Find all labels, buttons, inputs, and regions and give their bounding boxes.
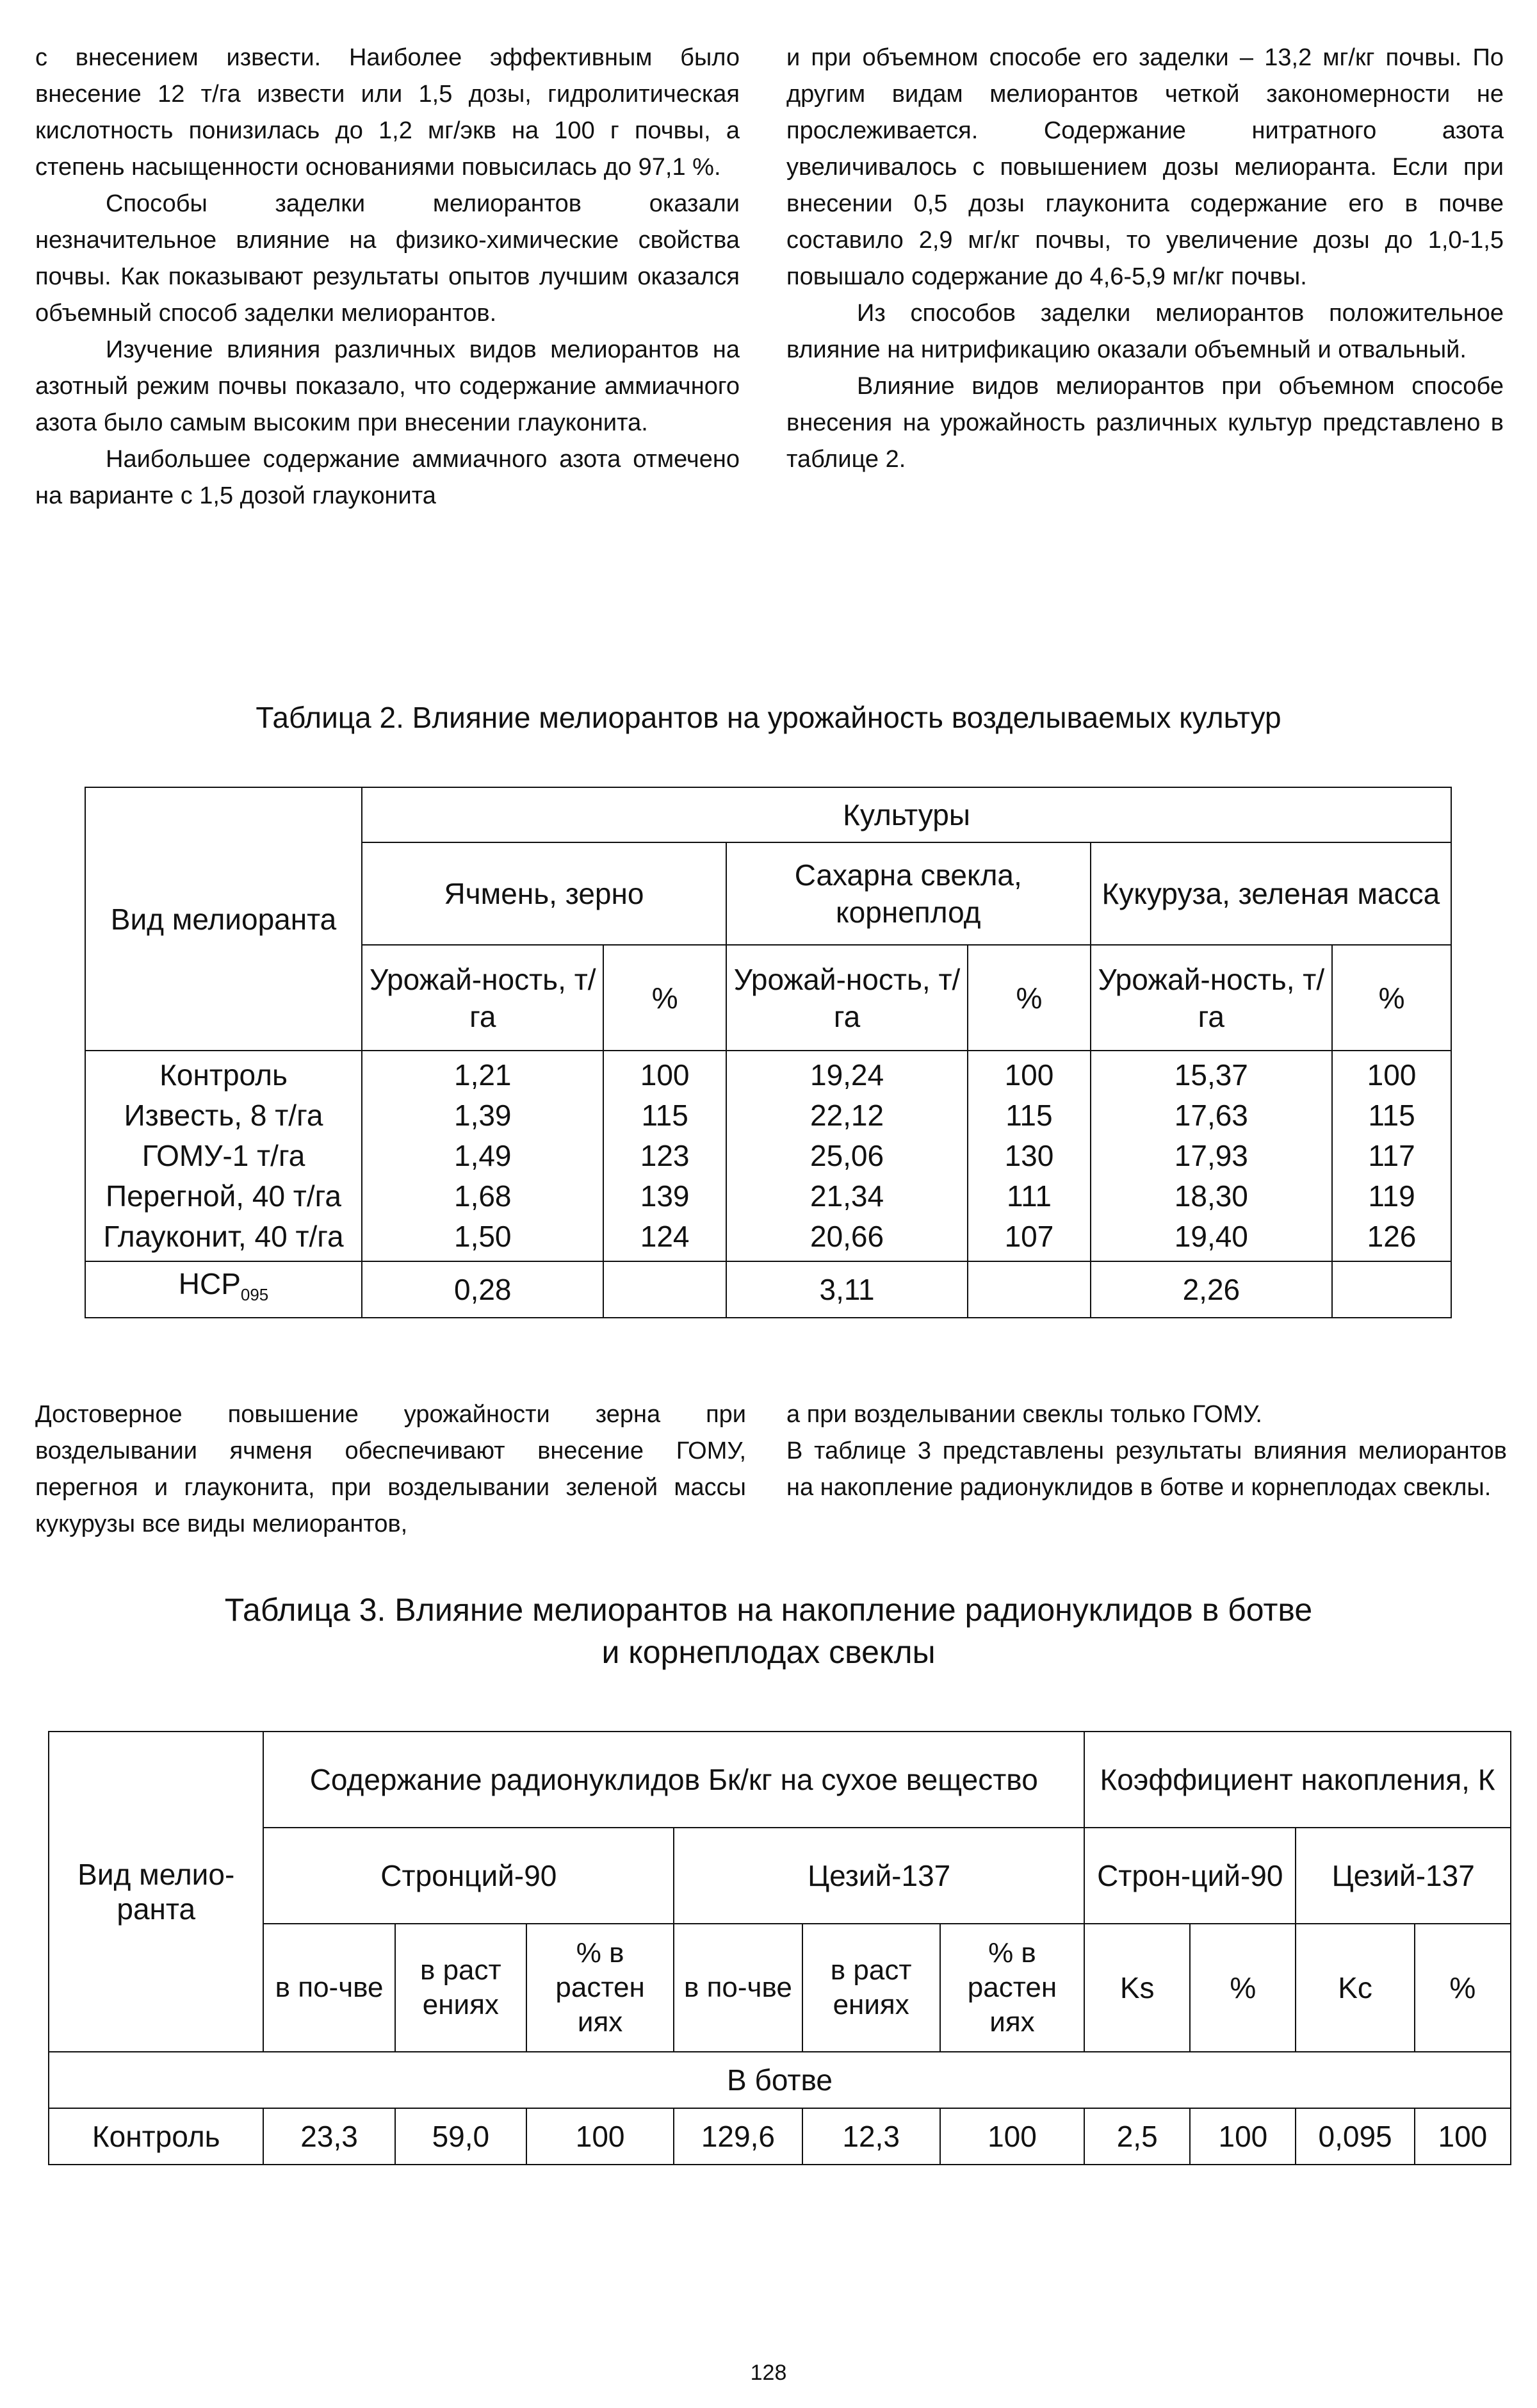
paragraph: Наибольшее содержание аммиачного азота отмечено на варианте с 1,5 дозой глауконита xyxy=(35,446,740,509)
cell: 21,34 xyxy=(809,1179,884,1213)
cell: 123 xyxy=(640,1139,690,1172)
cell: 1,68 xyxy=(453,1179,512,1213)
cell: 3,11 xyxy=(726,1261,968,1318)
paragraph: и при объемном способе его заделки – 13,2 мг/кг почвы. По другим видам мелиорантов четкой закономерности не прослеживается. Содержание нитратного азота увеличивалось с повышением дозы мелиоранта. Если при внесении 0,5 дозы глауконита содержание его в почве составило 2,9 мг/кг почвы, то увеличение дозы до 1,0-1,5 повышало содержание до 4,6-5,9 мг/кг почвы. xyxy=(786,44,1504,290)
cell: 20,66 xyxy=(809,1220,884,1253)
header-kc: Kc xyxy=(1296,1924,1414,2052)
table-row xyxy=(49,2108,1511,2165)
header-percent: % xyxy=(603,945,726,1051)
header-percent: % xyxy=(968,945,1090,1051)
col-barley-pct xyxy=(603,1051,726,1261)
lsd-label-text: НСР xyxy=(178,1267,241,1301)
cell: 100 xyxy=(1415,2108,1511,2165)
col-corn-pct xyxy=(1332,1051,1451,1261)
paragraph: Из способов заделки мелиорантов положительное влияние на нитрификацию оказали объемный и отвальный. xyxy=(786,300,1504,363)
cell: 130 xyxy=(1004,1139,1054,1172)
header-yield: Урожай-ность, т/га xyxy=(726,945,968,1051)
header-percent: % xyxy=(1190,1924,1296,2052)
row-name: Перегной, 40 т/га xyxy=(106,1179,342,1213)
cell: 115 xyxy=(641,1099,688,1132)
cell: 115 xyxy=(1368,1099,1415,1132)
cell: 100 xyxy=(526,2108,674,2165)
row-names xyxy=(85,1051,362,1261)
cell: 1,49 xyxy=(453,1139,512,1172)
cell: 15,37 xyxy=(1174,1058,1248,1092)
cell: 1,21 xyxy=(453,1058,512,1092)
cell: 100 xyxy=(1367,1058,1417,1092)
cell: 1,39 xyxy=(453,1099,512,1132)
header-corn: Кукуруза, зеленая масса xyxy=(1091,842,1451,945)
section-header: В ботве xyxy=(49,2052,1511,2108)
cell-empty xyxy=(1332,1261,1451,1318)
header-coefficient: Коэффициент накопления, К xyxy=(1084,1732,1511,1828)
cell-empty xyxy=(968,1261,1090,1318)
cell: 126 xyxy=(1367,1220,1417,1253)
header-in-plants: в раст ениях xyxy=(802,1924,940,2052)
cell: 0,095 xyxy=(1296,2108,1414,2165)
row-name: Известь, 8 т/га xyxy=(124,1099,323,1132)
header-sugar-beet: Сахарна свекла, корнеплод xyxy=(726,842,1091,945)
cell: 17,63 xyxy=(1174,1099,1248,1132)
paragraph: а при возделывании свеклы только ГОМУ. xyxy=(786,1401,1262,1428)
header-yield: Урожай-ность, т/га xyxy=(362,945,603,1051)
table2 xyxy=(85,787,1452,1318)
cell: 0,28 xyxy=(362,1261,603,1318)
header-pct-plants: % в растен иях xyxy=(526,1924,674,2052)
text-column-right-top xyxy=(786,40,1504,478)
cell: 115 xyxy=(1005,1099,1053,1132)
header-barley: Ячмень, зерно xyxy=(362,842,726,945)
cell: 12,3 xyxy=(802,2108,940,2165)
cell: 129,6 xyxy=(674,2108,802,2165)
paragraph: Способы заделки мелиорантов оказали незначительное влияние на физико-химические свойства почвы. Как показывают результаты опытов лучшим оказался объемный способ заделки мелиорантов. xyxy=(35,190,740,327)
header-percent: % xyxy=(1332,945,1451,1051)
header-cesium: Цезий-137 xyxy=(674,1828,1084,1924)
header-strontium-coef: Строн-ций-90 xyxy=(1084,1828,1296,1924)
cell: 111 xyxy=(1006,1179,1052,1213)
cell: 100 xyxy=(940,2108,1084,2165)
cell: 119 xyxy=(1368,1179,1415,1213)
page-number: 128 xyxy=(750,2361,787,2385)
caption-line: Таблица 3. Влияние мелиорантов на накопление радионуклидов в ботве xyxy=(224,1592,1313,1628)
header-cesium-coef: Цезий-137 xyxy=(1296,1828,1511,1924)
header-yield: Урожай-ность, т/га xyxy=(1091,945,1332,1051)
caption-line: и корнеплодах свеклы xyxy=(601,1634,936,1670)
header-kind: Вид мелиоранта xyxy=(85,787,362,1051)
table2-caption: Таблица 2. Влияние мелиорантов на урожайность возделываемых культур xyxy=(256,701,1281,734)
table-body-block xyxy=(85,1051,1451,1261)
col-barley-yield xyxy=(362,1051,603,1261)
cell: 22,12 xyxy=(809,1099,884,1132)
cell: 124 xyxy=(640,1220,690,1253)
cell: 100 xyxy=(640,1058,690,1092)
header-crops-group: Культуры xyxy=(362,787,1451,842)
row-name: Контроль xyxy=(49,2108,263,2165)
paragraph: с внесением извести. Наиболее эффективным было внесение 12 т/га извести или 1,5 дозы, гидролитическая кислотность понизилась до 1,2 мг/экв на 100 г почвы, а степень насыщенности основаниями повысилась до 97,1 %. xyxy=(35,44,740,181)
lsd-label xyxy=(85,1261,362,1318)
text-column-left-mid xyxy=(35,1396,746,1543)
table3-caption xyxy=(0,1589,1537,1673)
header-pct-plants: % в растен иях xyxy=(940,1924,1084,2052)
paragraph: Изучение влияния различных видов мелиорантов на азотный режим почвы показало, что содержание аммиачного азота было самым высоким при внесении глауконита. xyxy=(35,336,740,436)
paragraph: В таблице 3 представлены результаты влияния мелиорантов на накопление радионуклидов в ботве и корнеплодах свеклы. xyxy=(786,1437,1507,1501)
cell: 139 xyxy=(640,1179,690,1213)
text-column-right-mid xyxy=(786,1396,1507,1506)
col-corn-yield xyxy=(1091,1051,1332,1261)
cell: 1,50 xyxy=(453,1220,512,1253)
header-ks: Ks xyxy=(1084,1924,1190,2052)
col-beet-yield xyxy=(726,1051,968,1261)
cell: 100 xyxy=(1004,1058,1054,1092)
row-name: ГОМУ-1 т/га xyxy=(142,1139,305,1172)
paragraph: Достоверное повышение урожайности зерна при возделывании ячменя обеспечивают внесение ГОМУ, перегноя и глауконита, при возделывании зеленой массы кукурузы все виды мелиорантов, xyxy=(35,1401,746,1537)
header-content: Содержание радионуклидов Бк/кг на сухое вещество xyxy=(263,1732,1084,1828)
header-in-soil: в по-чве xyxy=(674,1924,802,2052)
header-in-plants: в раст ениях xyxy=(395,1924,526,2052)
cell: 59,0 xyxy=(395,2108,526,2165)
row-name: Контроль xyxy=(159,1058,288,1092)
cell: 23,3 xyxy=(263,2108,394,2165)
header-in-soil: в по-чве xyxy=(263,1924,394,2052)
cell: 18,30 xyxy=(1174,1179,1248,1213)
cell: 107 xyxy=(1004,1220,1054,1253)
lsd-row xyxy=(85,1261,1451,1318)
cell: 117 xyxy=(1368,1139,1415,1172)
cell: 19,24 xyxy=(809,1058,884,1092)
cell: 100 xyxy=(1190,2108,1296,2165)
header-strontium: Стронций-90 xyxy=(263,1828,674,1924)
header-percent: % xyxy=(1415,1924,1511,2052)
header-kind: Вид мелио-ранта xyxy=(49,1732,263,2052)
paragraph: Влияние видов мелиорантов при объемном способе внесения на урожайность различных культур представлено в таблице 2. xyxy=(786,373,1504,473)
cell: 17,93 xyxy=(1174,1139,1248,1172)
cell: 25,06 xyxy=(809,1139,884,1172)
col-beet-pct xyxy=(968,1051,1090,1261)
cell: 2,5 xyxy=(1084,2108,1190,2165)
row-name: Глауконит, 40 т/га xyxy=(103,1220,344,1253)
cell: 2,26 xyxy=(1091,1261,1332,1318)
cell-empty xyxy=(603,1261,726,1318)
text-column-left-top xyxy=(35,40,740,514)
lsd-label-sub: 095 xyxy=(240,1285,269,1305)
table3 xyxy=(48,1731,1511,2165)
cell: 19,40 xyxy=(1174,1220,1248,1253)
